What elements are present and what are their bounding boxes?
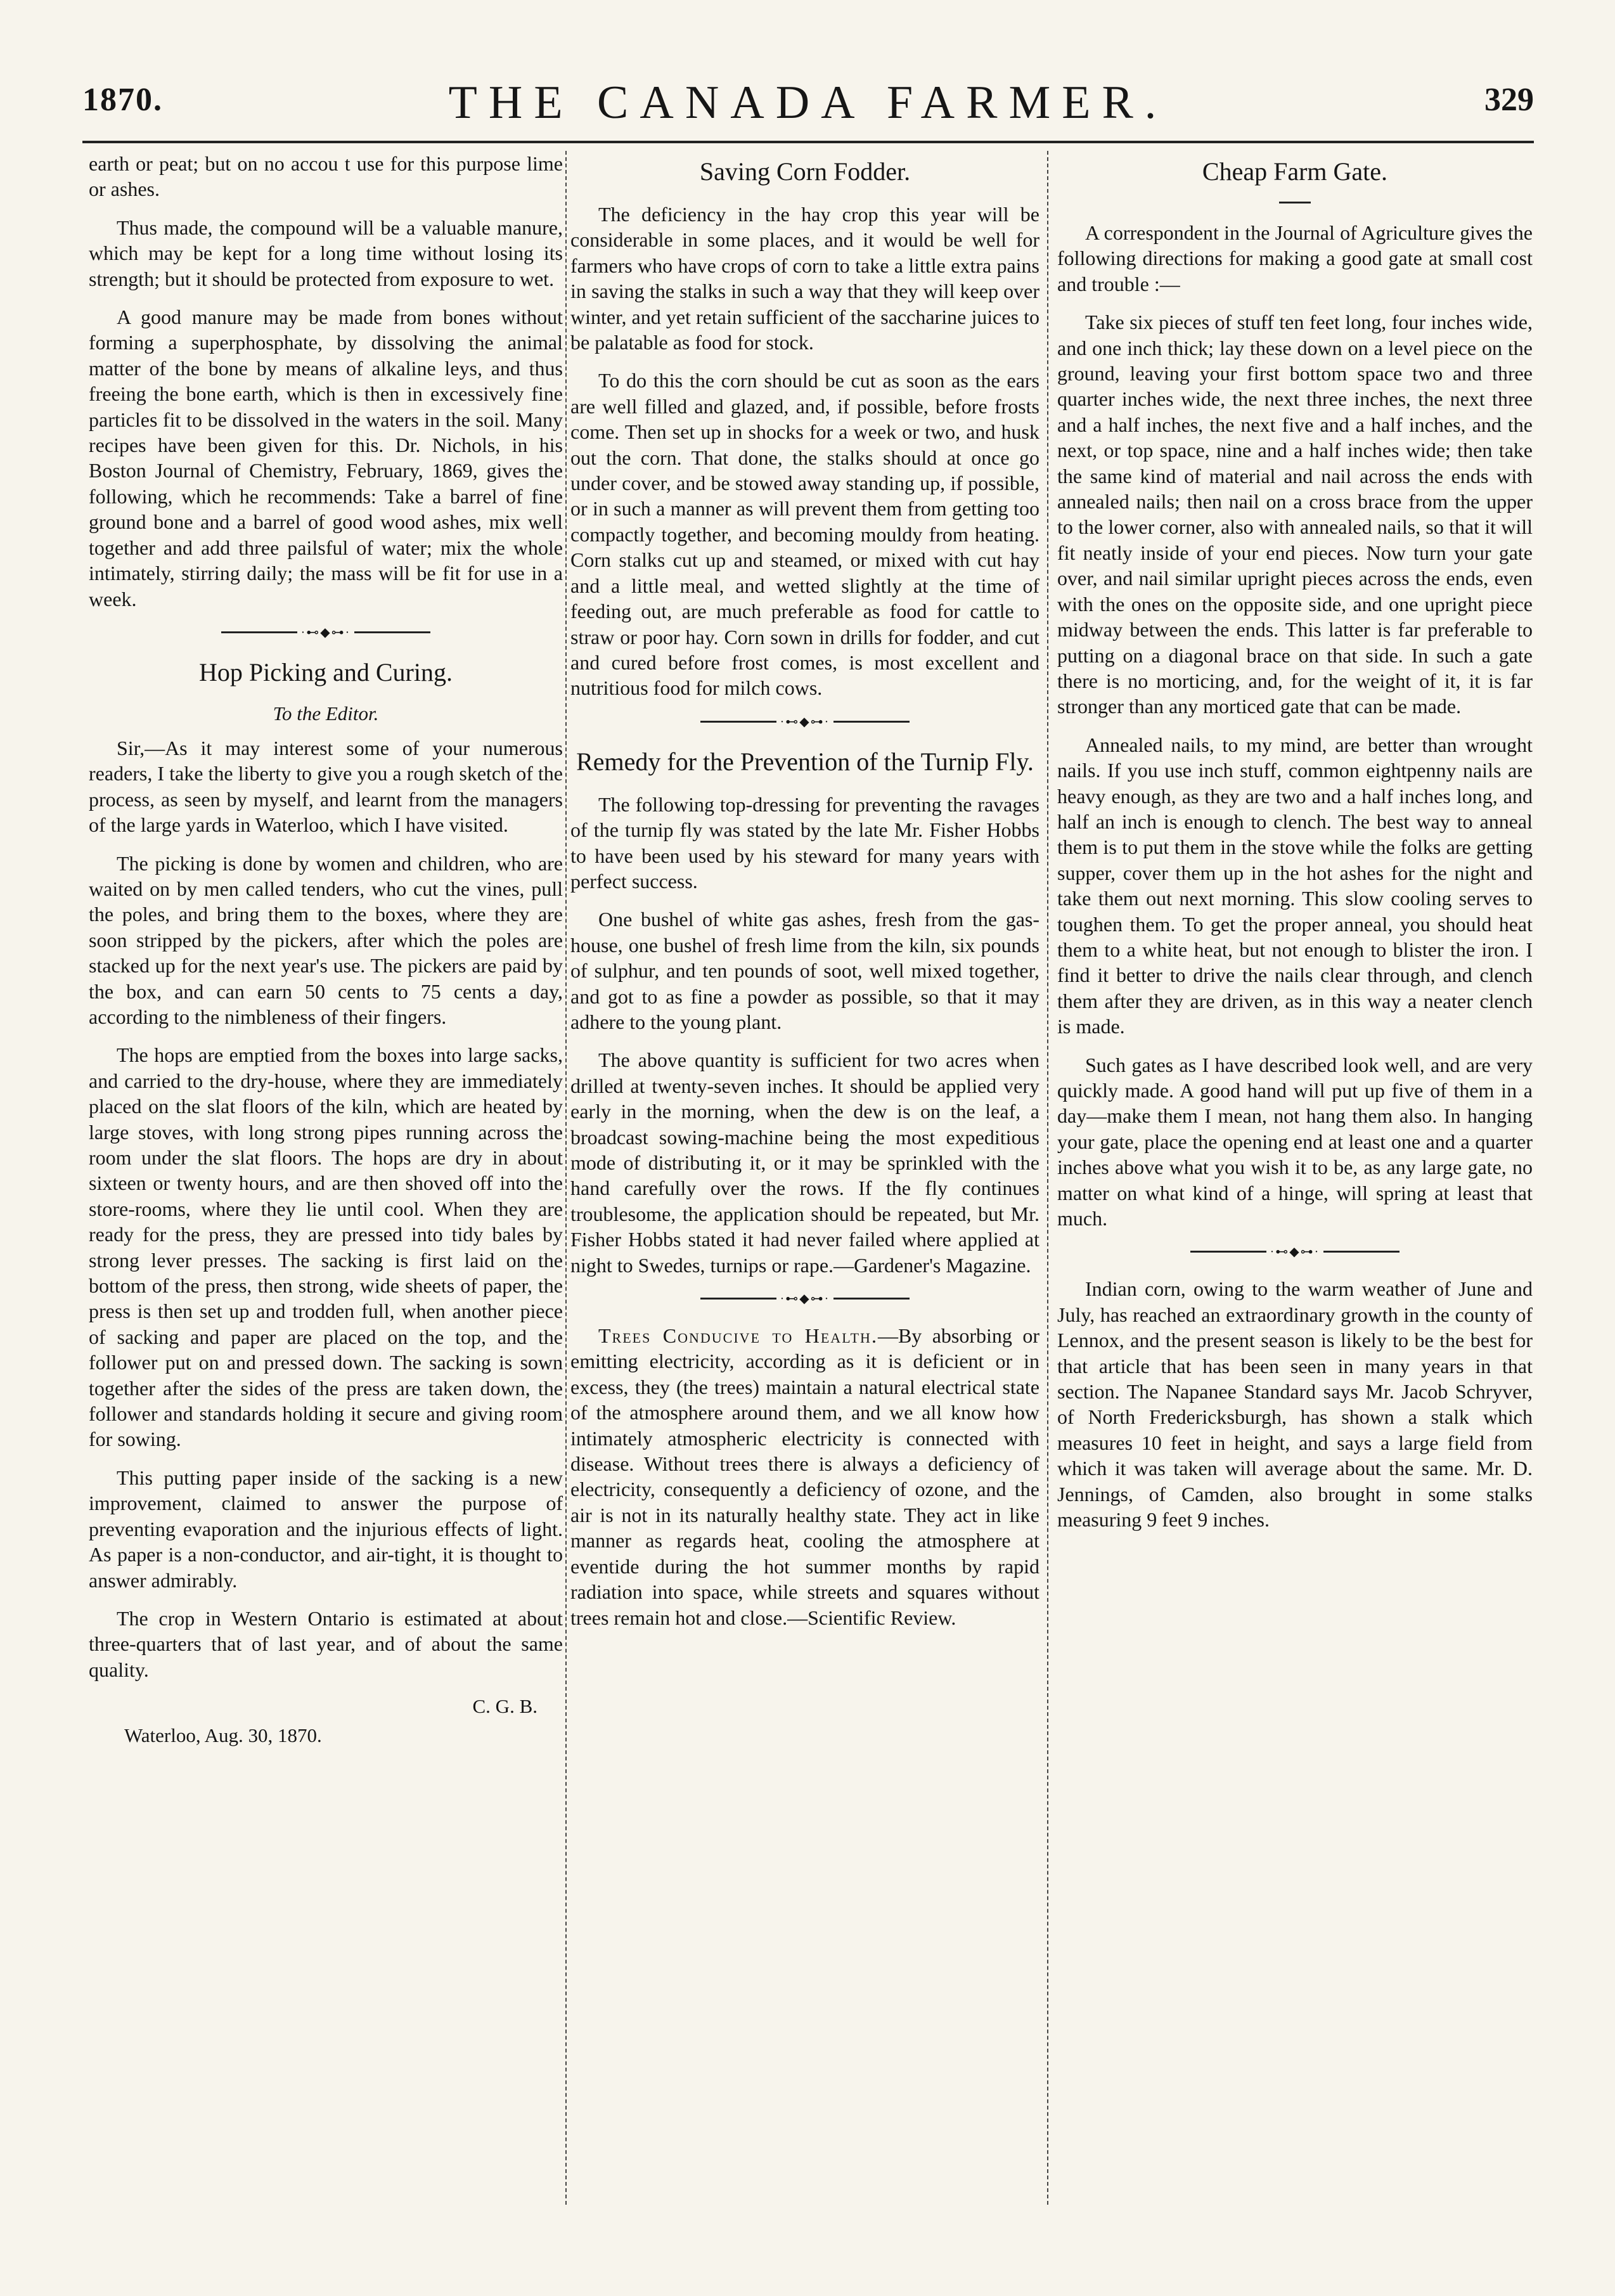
section-separator [570, 1291, 1039, 1306]
paragraph: Thus made, the compound will be a valuable manure, which may be kept for a long time without losing its strength; but it should be protected from exposure to wet. [89, 216, 563, 290]
section-separator [1057, 1244, 1533, 1260]
paragraph: earth or peat; but on no accou t use for this purpose lime or ashes. [89, 152, 563, 201]
article-title: Remedy for the Prevention of the Turnip Fly. [576, 747, 1034, 776]
paragraph [570, 1323, 1039, 1630]
paragraph-body: —By absorbing or emitting electricity, according as it is deficient or in excess, they (the trees) maintain a natural electrical state of the atmosphere around them, and we all know how intimately atmospheric electricity is connected with disease. Without trees there is always a deficiency of electricity, consequently a deficiency of ozone, and the air is not in its naturally healthy state. They act in like manner as regards heat, cooling the atmosphere at eventide during the hot summer months by rapid radiation into space, while streets and squares without trees remain hot and close.—Scientific Review. [570, 1324, 1040, 1629]
column-divider [565, 151, 567, 2205]
paragraph: Indian corn, owing to the warm weather of June and July, has reached an extraordinary growth in the county of Lennox, and the present season is likely to be the best for that article that has been seen in many years in that section. The Napanee Standard says Mr. Jacob Schryver, of North Fredericksburgh, has shown a stalk which measures 10 feet in height, and says a large field from which it was taken will average about the same. Mr. D. Jennings, of Camden, also brought in some stalks measuring 9 feet 9 inches. [1057, 1277, 1533, 1532]
paragraph: Take six pieces of stuff ten feet long, four inches wide, and one inch thick; lay these down on a level piece on the ground, leaving your first bottom space two and three quarter inches wide, the next three inches, the next three and a half inches, the next five and a half inches, and the next, or top space, nine and a half inches wide; then take the same kind of material and nail across the ends with annealed nails; then nail on a cross brace from the upper to the lower corner, also with annealed nails, so that it will fit neatly inside of your end pieces. Now turn your gate over, and nail similar upright pieces across the ends, even with the ones on the opposite side, and one upright piece midway between the ends. This latter is far preferable to putting on a diagonal brace on that side. In such a gate there is no morticing, and, for the weight of it, it is far stronger than any morticed gate that can be made. [1057, 311, 1533, 718]
paragraph: The above quantity is sufficient for two acres when drilled at twenty-seven inches. It should be applied very early in the morning, when the dew is on the leaf, a broadcast sowing-machine being the most expeditious mode of distributing it, or it may be sprinkled with the hand carefully over the rows. If the fly continues troublesome, the application should be repeated, but Mr. Fisher Hobbs stated it had never failed where applied at night to Swedes, turnips or rape.—Gardener's Magazine. [570, 1048, 1039, 1277]
paragraph: The picking is done by women and children, who are waited on by men called tenders, who cut the vines, pull the poles, and bring them to the boxes, where they are soon stripped by the pickers, after which the poles are stacked up for the next year's use. The pickers are paid by the box, and can earn 50 cents to 75 cents a day, according to the nimbleness of their fingers. [89, 851, 563, 1028]
masthead-title: THE CANADA FARMER. [448, 77, 1168, 129]
header-rule [82, 141, 1534, 143]
title-rule [1279, 202, 1311, 203]
article-title: Hop Picking and Curing. [199, 657, 453, 687]
article-subtitle: To the Editor. [273, 702, 379, 725]
paragraph: Annealed nails, to my mind, are better than wrought nails. If you use inch stuff, common eightpenny nails are heavy enough, as they are two and a half inches long, and half an inch is enough to clench. The best way to anneal them is to put them in the stove while the folks are getting supper, cover them up in the hot ashes for the night and take them out next morning. This slow cooling serves to toughen them. To get the proper anneal, you should heat them to a white heat, but not enough to blister the iron. I find it better to drive the nails clear through, and clench them after they are driven, as in this way a neater clench is made. [1057, 733, 1533, 1038]
ornament-icon: ·⊷◆⊶· [780, 714, 830, 729]
column-left [89, 151, 563, 1747]
column-divider [1047, 151, 1048, 2205]
paragraph: Sir,—As it may interest some of your numerous readers, I take the liberty to give you a rough sketch of the process, as seen by myself, and learnt from the managers of the large yards in Waterloo, which I have visited. [89, 736, 563, 837]
paragraph: To do this the corn should be cut as soon as the ears are well filled and glazed, and, if possible, before frosts come. Then set up in shocks for a week or two, and husk out the corn. That done, the stalks should at once go under cover, and be stowed away standing up, if possible, or in such a manner as will prevent them from getting too compactly together, and becoming mouldy from heating. Corn stalks cut up and steamed, or mixed with cut hay and a little meal, and wetted slightly at the time of feeding out, are much preferable as food for cattle to straw or poor hay. Corn sown in drills for fodder, and cut and cured before frost comes, is most excellent and nutritious food for milch cows. [570, 369, 1039, 700]
section-separator [570, 714, 1039, 730]
ornament-icon: ·⊷◆⊶· [1270, 1245, 1320, 1260]
paragraph: The crop in Western Ontario is estimated at about three-quarters that of last year, and of about the same quality. [89, 1606, 563, 1681]
paragraph: The following top-dressing for preventing the ravages of the turnip fly was stated by the late Mr. Fisher Hobbs to have been used by his steward for many years with perfect success. [570, 792, 1039, 893]
column-right [1057, 151, 1533, 1545]
paragraph: A good manure may be made from bones without forming a superphosphate, by dissolving the animal matter of the bone by means of alkaline leys, and thus freeing the bone earth, which is then in excessively fine particles fit to be dissolved in the waters in the soil. Many recipes have been given for this. Dr. Nichols, in his Boston Journal of Chemistry, February, 1869, gives the following, which he recommends: Take a barrel of fine ground bone and a barrel of good wood ashes, mix well together and add three pailsful of water; mix the whole intimately, stirring daily; the mass will be fit for use in a week. [89, 306, 563, 610]
paragraph: The hops are emptied from the boxes into large sacks, and carried to the dry-house, where they are immediately placed on the slat floors of the kiln, which are heated by large stoves, with long strong pipes running across the room under the slat floors. The hops are dry in about sixteen or twenty hours, and are then shoved off into the store-rooms, where they lie until cool. When they are ready for the press, they are pressed into tidy bales by strong lever presses. The sacking is first laid on the bottom of the press, then strong, wide sheets of paper, the press is then set up and trodden full, when another piece of sacking and paper are placed on the top, and the follower put on and pressed down. The sacking is sown together after the sides of the press are taken down, the follower and standards holding it secure and giving room for sowing. [89, 1043, 563, 1451]
paragraph: A correspondent in the Journal of Agriculture gives the following directions for making a good gate at small cost and trouble :— [1057, 221, 1533, 295]
section-separator [89, 624, 563, 640]
signature: C. G. B. [472, 1695, 537, 1718]
paragraph: The deficiency in the hay crop this year will be considerable in some places, and it would be well for farmers who have crops of corn to take a little extra pains in saving the stalks in such a way that they will keep over winter, and yet retain sufficient of the saccharine juices to be palatable as food for stock. [570, 203, 1039, 354]
ornament-icon: ·⊷◆⊶· [300, 625, 351, 640]
dateline: Waterloo, Aug. 30, 1870. [124, 1724, 322, 1747]
page-number: 329 [1484, 82, 1534, 118]
run-in-heading: Trees Conducive to Health. [598, 1324, 878, 1348]
paragraph: This putting paper inside of the sacking is a new improvement, claimed to answer the purpose of preventing evaporation and the injurious effects of light. As paper is a non-conductor, and air-tight, it is thought to answer admirably. [89, 1466, 563, 1592]
article-title: Saving Corn Fodder. [699, 157, 911, 186]
ornament-icon: ·⊷◆⊶· [780, 1292, 830, 1306]
page-header [82, 77, 1534, 138]
article-title: Cheap Farm Gate. [1202, 157, 1388, 186]
column-middle [570, 151, 1039, 1643]
header-year: 1870. [82, 82, 163, 118]
paragraph: One bushel of white gas ashes, fresh from the gas-house, one bushel of fresh lime from the kiln, six pounds of sulphur, and ten pounds of soot, well mixed together, and got to as fine a powder as possible, so that it may adhere to the young plant. [570, 908, 1039, 1033]
paragraph: Such gates as I have described look well, and are very quickly made. A good hand will put up five of them in a day—make them I mean, not hang them also. In hanging your gate, place the opening end at least one and a quarter inches above what you wish it to be, as any large gate, no matter on what kind of a hinge, will spring at least that much. [1057, 1053, 1533, 1230]
